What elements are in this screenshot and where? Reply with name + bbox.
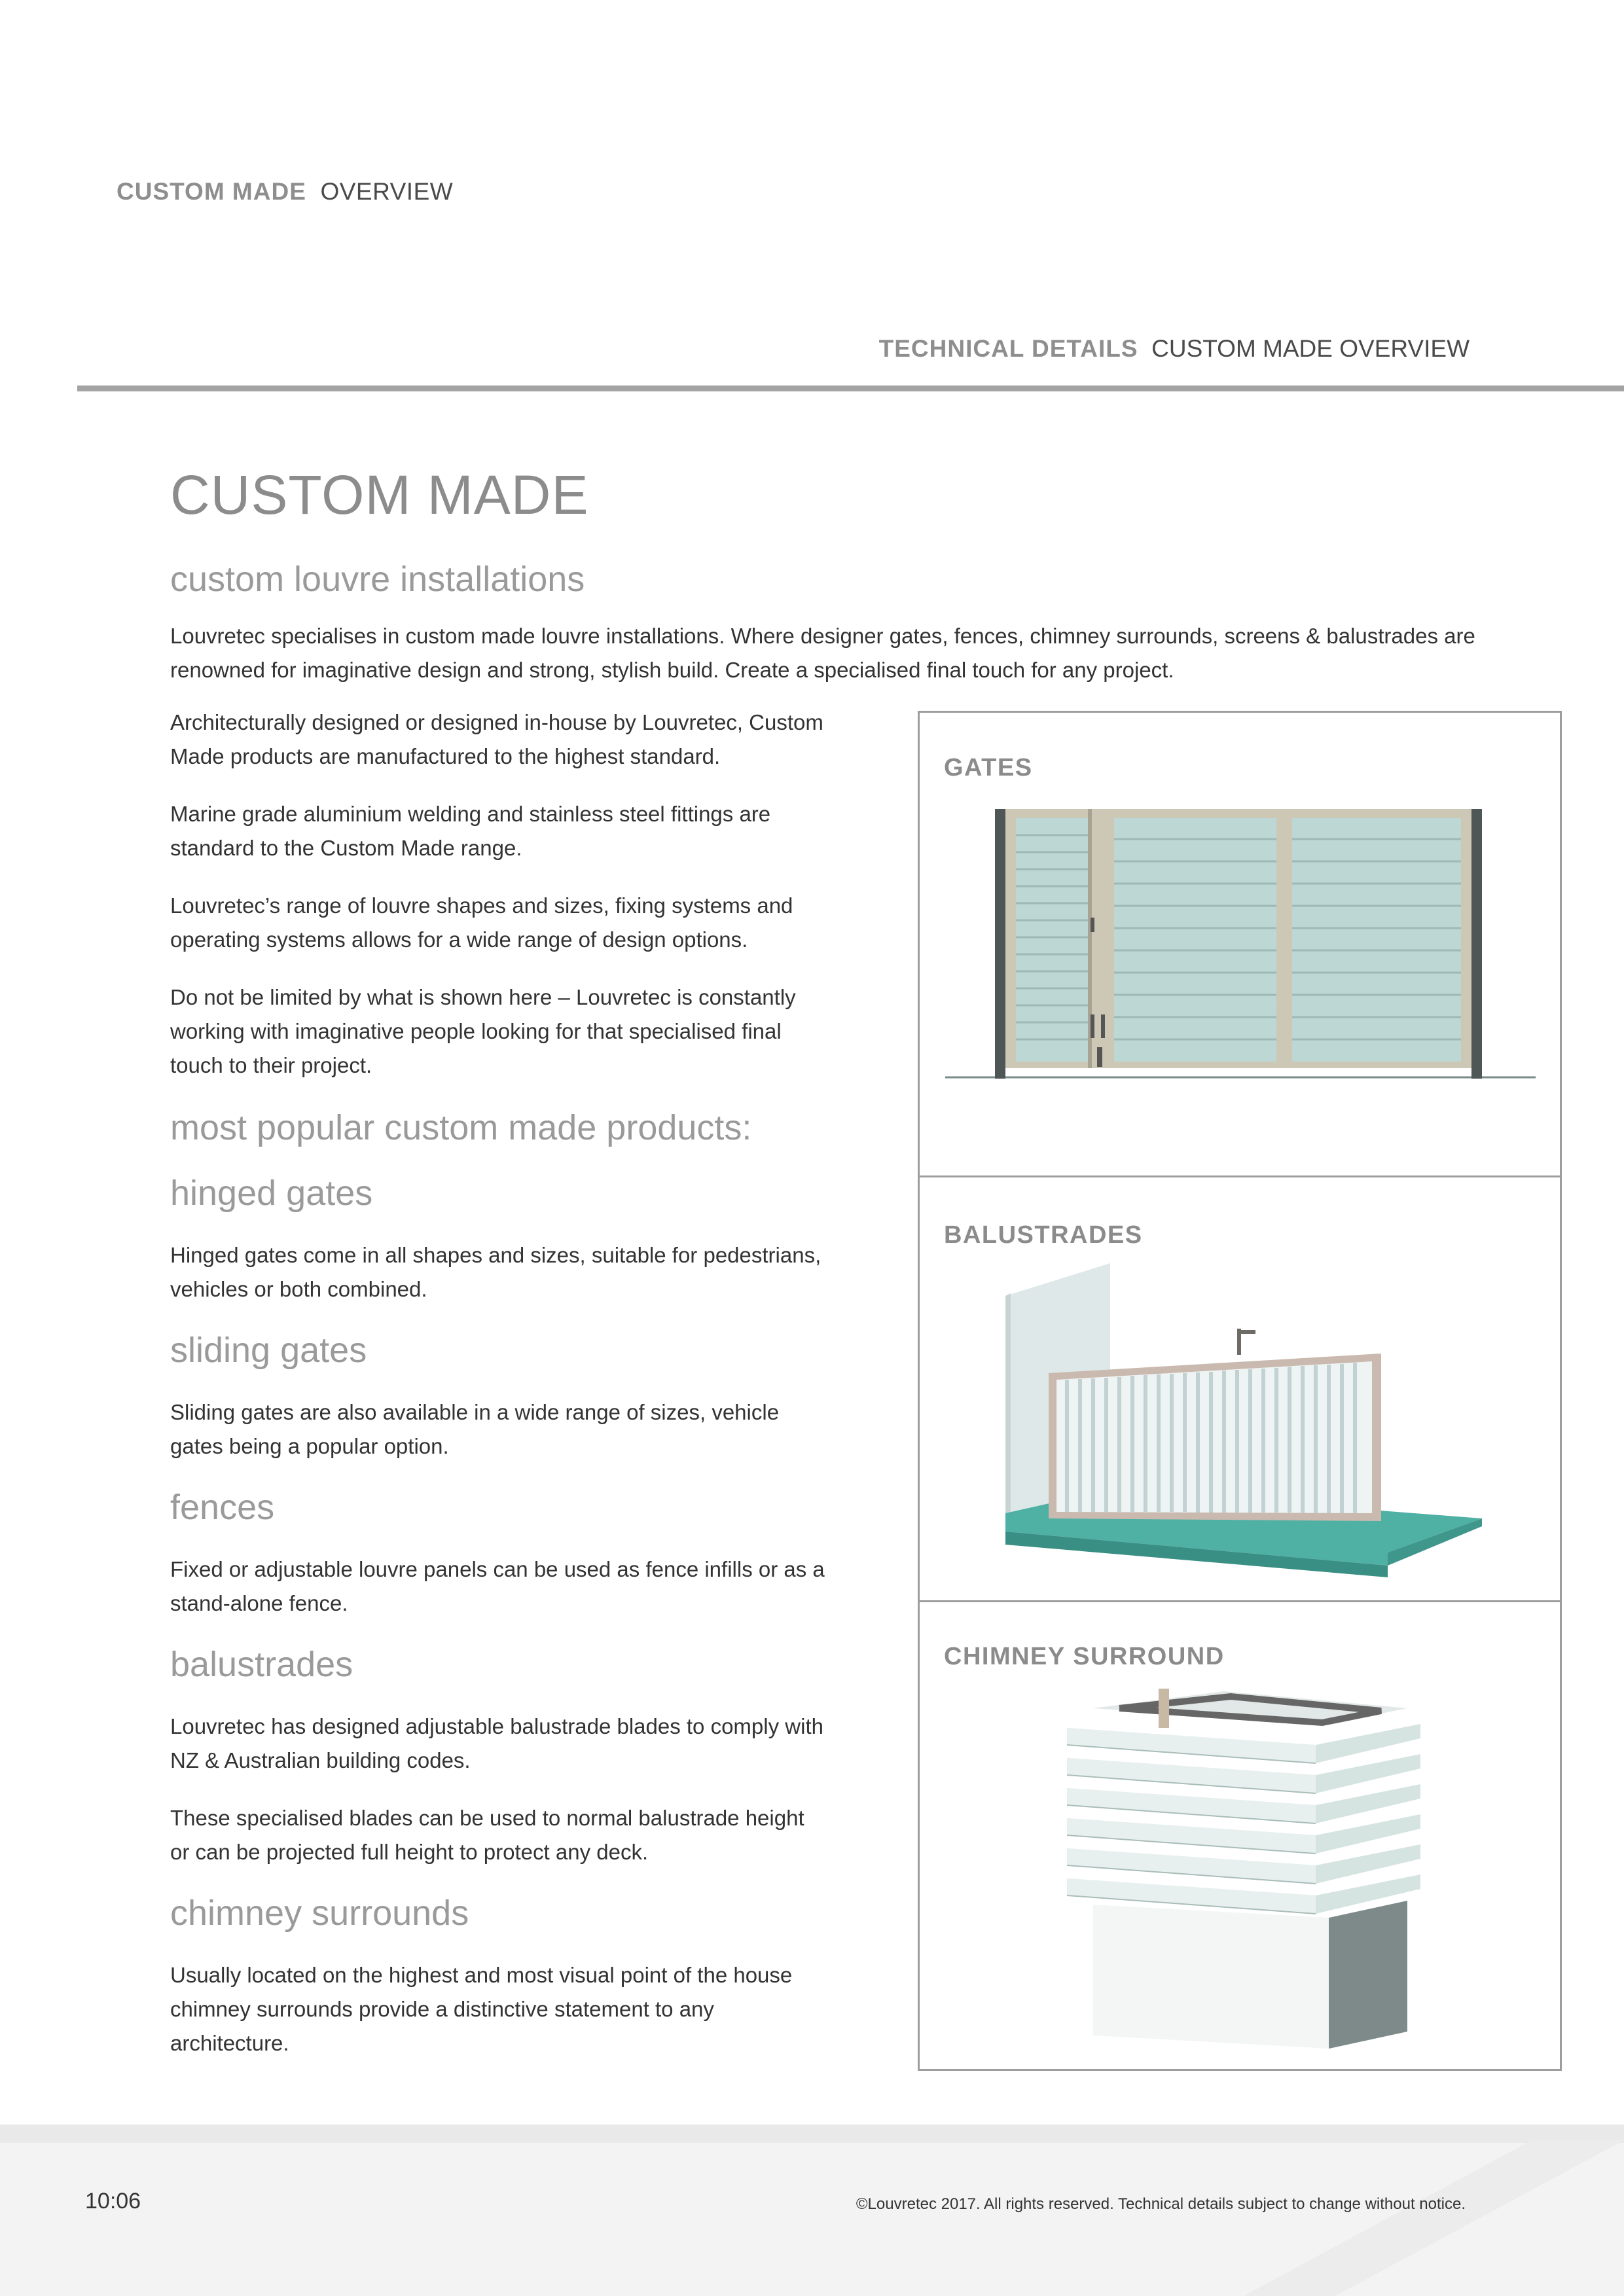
panel-divider xyxy=(918,1175,1562,1177)
body-paragraph-4: Do not be limited by what is shown here – Louvretec is constantly working with imaginative people looking for that specialised final touch to their project. xyxy=(170,985,796,1077)
gates-label: GATES xyxy=(944,754,1033,781)
body-paragraph-3: Louvretec’s range of louvre shapes and sizes, fixing systems and operating systems allows for a wide range of design options. xyxy=(170,893,793,952)
running-header xyxy=(879,335,1470,363)
popular-heading: most popular custom made products: xyxy=(170,1108,752,1147)
running-header-light: CUSTOM MADE OVERVIEW xyxy=(1151,335,1470,362)
section-header xyxy=(117,178,453,206)
body-paragraph-2: Marine grade aluminium welding and stainless steel fittings are standard to the Custom Made range. xyxy=(170,802,771,860)
page-title: CUSTOM MADE xyxy=(170,464,589,526)
panel-divider xyxy=(918,1600,1562,1602)
product-heading-fences: fences xyxy=(170,1488,275,1527)
running-header-bold: TECHNICAL DETAILS xyxy=(878,335,1138,362)
intro-paragraph: Louvretec specialises in custom made louvre installations. Where designer gates, fences, chimney surrounds, screens & balustrades are renowned for imaginative design and strong, stylish build. Create a specialised final touch for any project. xyxy=(170,624,1475,682)
page-subtitle: custom louvre installations xyxy=(170,560,585,599)
product-text-sliding-gates: Sliding gates are also available in a wide range of sizes, vehicle gates being a popular option. xyxy=(170,1400,780,1458)
balustrades-label: BALUSTRADES xyxy=(944,1221,1143,1249)
product-text-fences: Fixed or adjustable louvre panels can be used as fence infills or as a stand-alone fence. xyxy=(170,1557,825,1615)
product-heading-chimney-surrounds: chimney surrounds xyxy=(170,1893,469,1933)
page-number: 10:06 xyxy=(85,2189,141,2214)
body-paragraph-1: Architecturally designed or designed in-house by Louvretec, Custom Made products are manufactured to the highest standard. xyxy=(170,710,823,768)
section-header-light: OVERVIEW xyxy=(320,178,454,205)
footer-decoration xyxy=(1244,2140,1624,2296)
balustrades-illustration xyxy=(995,1257,1492,1584)
product-heading-hinged-gates: hinged gates xyxy=(170,1174,373,1213)
header-rule xyxy=(77,386,1624,391)
gates-illustration xyxy=(943,798,1545,1093)
product-heading-balustrades: balustrades xyxy=(170,1645,353,1684)
chimney-label: CHIMNEY SURROUND xyxy=(944,1643,1225,1670)
product-text-chimney-surrounds: Usually located on the highest and most visual point of the house chimney surrounds provide a distinctive statement to any architecture. xyxy=(170,1963,793,2055)
copyright-notice: ©Louvretec 2017. All rights reserved. Technical details subject to change without notice. xyxy=(856,2195,1466,2213)
product-text-hinged-gates: Hinged gates come in all shapes and sizes, suitable for pedestrians, vehicles or both combined. xyxy=(170,1243,821,1301)
product-heading-sliding-gates: sliding gates xyxy=(170,1331,367,1370)
section-header-bold: CUSTOM MADE xyxy=(117,178,306,205)
product-text-balustrades-2: These specialised blades can be used to normal balustrade height or can be projected full height to protect any deck. xyxy=(170,1806,804,1864)
chimney-illustration xyxy=(1054,1682,1434,2055)
product-text-balustrades: Louvretec has designed adjustable balustrade blades to comply with NZ & Australian building codes. xyxy=(170,1714,823,1772)
